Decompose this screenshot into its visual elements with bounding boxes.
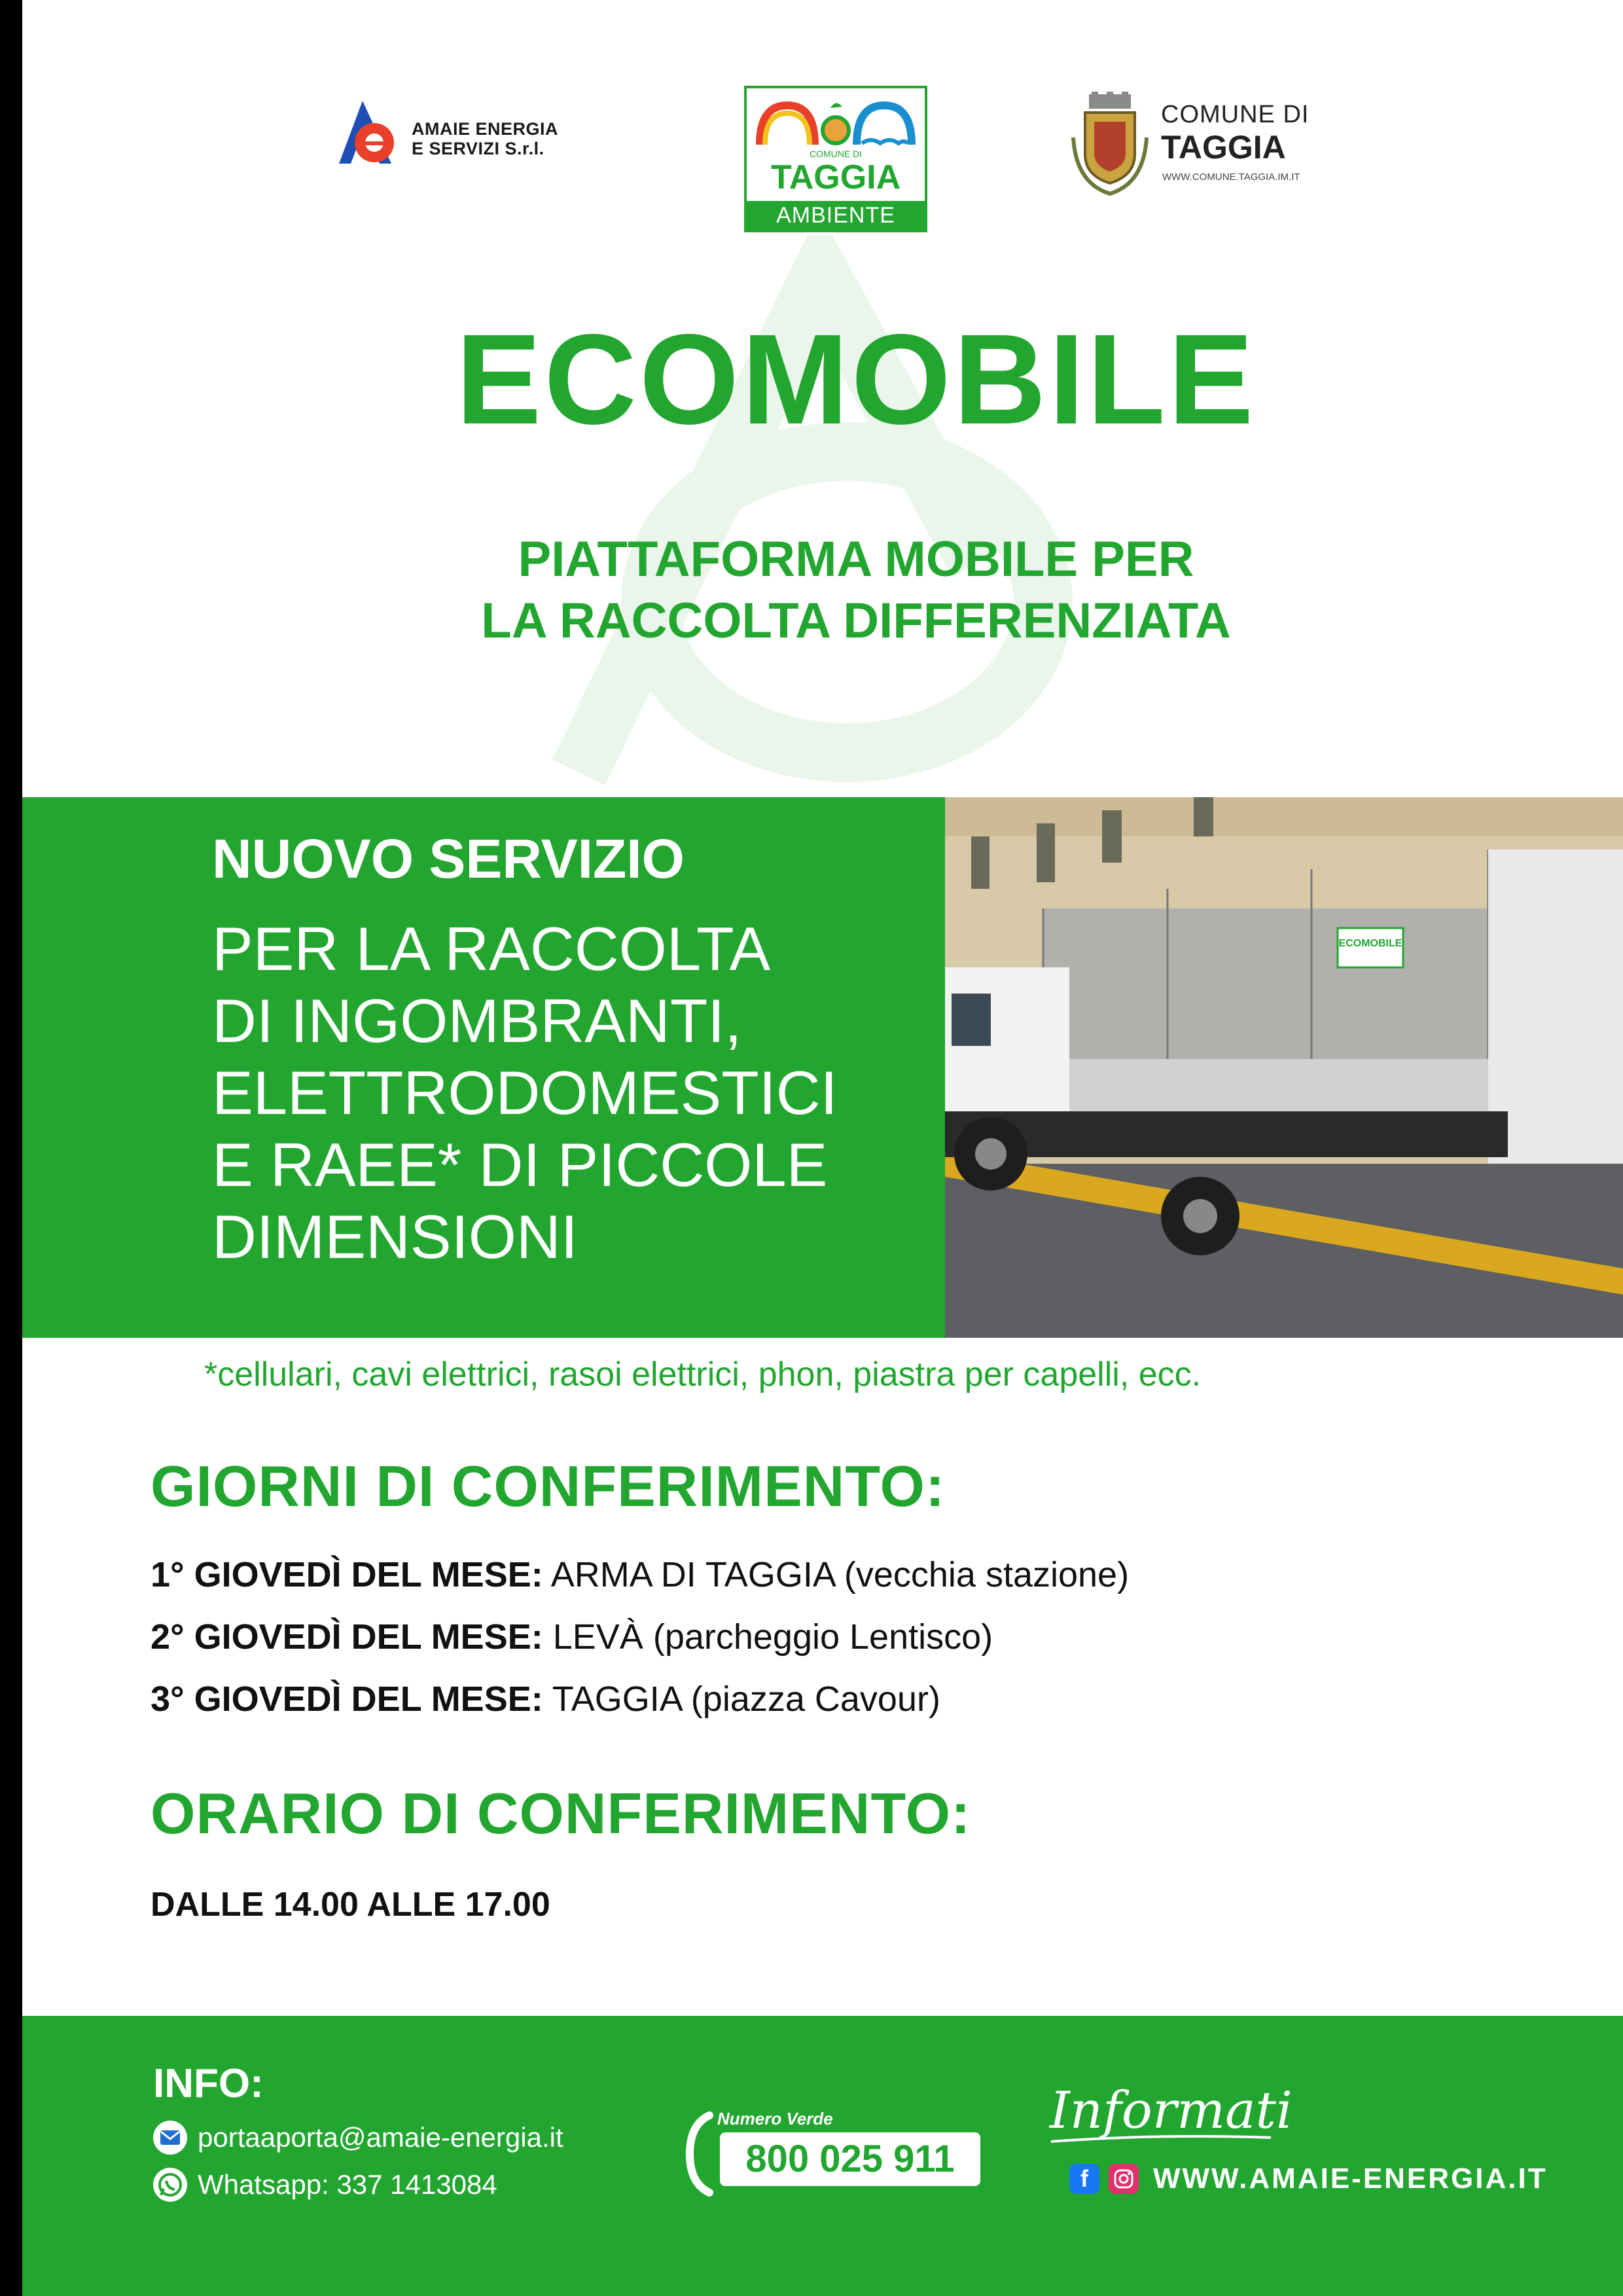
website-link[interactable]: WWW.AMAIE-ENERGIA.IT (1153, 2162, 1548, 2195)
raee-footnote: *cellulari, cavi elettrici, rasoi elettrici, phon, piastra per capelli, ecc. (204, 1355, 1202, 1393)
numero-verde[interactable] (683, 2109, 986, 2197)
poster-subtitle (22, 529, 1623, 652)
comune-url-text: WWW.COMUNE.TAGGIA.IM.IT (1162, 171, 1300, 183)
subtitle-line-2: LA RACCOLTA DIFFERENZIATA (481, 593, 1231, 649)
service-line: DI INGOMBRANTI, (212, 986, 742, 1055)
taggia-ambiente-logo (744, 86, 927, 232)
amaie-icon (336, 96, 408, 168)
facebook-icon[interactable]: f (1069, 2164, 1099, 2194)
day-item (151, 1679, 940, 1719)
service-line: ELETTRODOMESTICI (212, 1058, 838, 1127)
informati-underline (1050, 2132, 1272, 2145)
poster (22, 0, 1623, 2296)
truck-sign-text: ECOMOBILE (1338, 938, 1402, 949)
day-where: TAGGIA (piazza Cavour) (552, 1679, 940, 1719)
day-item (151, 1617, 993, 1657)
taggia-ambiente-arches-icon (747, 91, 925, 156)
day-where: LEVÀ (parcheggio Lentisco) (552, 1617, 993, 1657)
service-description (212, 913, 932, 1273)
email-contact[interactable] (153, 2121, 563, 2155)
amaie-line1: AMAIE ENERGIA (412, 119, 559, 139)
taggia-ambiente-band: AMBIENTE (747, 201, 925, 230)
poster-title: ECOMOBILE (455, 308, 1257, 451)
coat-of-arms-icon (1069, 92, 1150, 199)
day-when: 2° GIOVEDÌ DEL MESE: (151, 1617, 543, 1657)
informati-text: Informati (1050, 2081, 1293, 2140)
taggia-ambiente-small-text: COMUNE DI (809, 149, 863, 159)
email-text[interactable]: portaaporta@amaie-energia.it (198, 2122, 563, 2153)
social-links (1069, 2162, 1548, 2195)
day-when: 3° GIOVEDÌ DEL MESE: (151, 1679, 543, 1719)
day-when: 1° GIOVEDÌ DEL MESE: (151, 1555, 543, 1594)
service-line: E RAEE* DI PICCOLE (212, 1130, 828, 1199)
truck-photo (945, 797, 1623, 1338)
comune-name-text: TAGGIA (1161, 129, 1286, 166)
hours-section-title: ORARIO DI CONFERIMENTO: (151, 1781, 971, 1846)
taggia-ambiente-word: TAGGIA (770, 158, 901, 196)
comune-di-text: COMUNE DI (1161, 101, 1310, 128)
numero-verde-number[interactable]: 800 025 911 (720, 2132, 980, 2186)
phone-handset-icon (683, 2111, 722, 2197)
whatsapp-contact[interactable] (153, 2168, 497, 2202)
service-line: PER LA RACCOLTA (212, 914, 771, 983)
day-item (151, 1554, 1129, 1595)
subtitle-line-1: PIATTAFORMA MOBILE PER (518, 531, 1194, 587)
amaie-logo-text (412, 119, 558, 158)
service-heading: NUOVO SERVIZIO (212, 828, 685, 889)
numero-verde-label: Numero Verde (717, 2109, 833, 2128)
days-section-title: GIORNI DI CONFERIMENTO: (151, 1454, 946, 1518)
whatsapp-text[interactable]: Whatsapp: 337 1413084 (198, 2169, 497, 2200)
whatsapp-icon (153, 2168, 187, 2202)
instagram-icon[interactable] (1109, 2164, 1139, 2194)
info-title: INFO: (153, 2061, 264, 2106)
amaie-line2: E SERVIZI S.r.l. (412, 139, 544, 158)
amaie-logo (336, 92, 637, 177)
day-where: ARMA DI TAGGIA (vecchia stazione) (550, 1555, 1130, 1594)
mail-icon (153, 2121, 187, 2155)
comune-taggia-logo (1069, 92, 1370, 203)
service-line: DIMENSIONI (212, 1202, 578, 1271)
hours-text: DALLE 14.00 ALLE 17.00 (151, 1886, 550, 1924)
